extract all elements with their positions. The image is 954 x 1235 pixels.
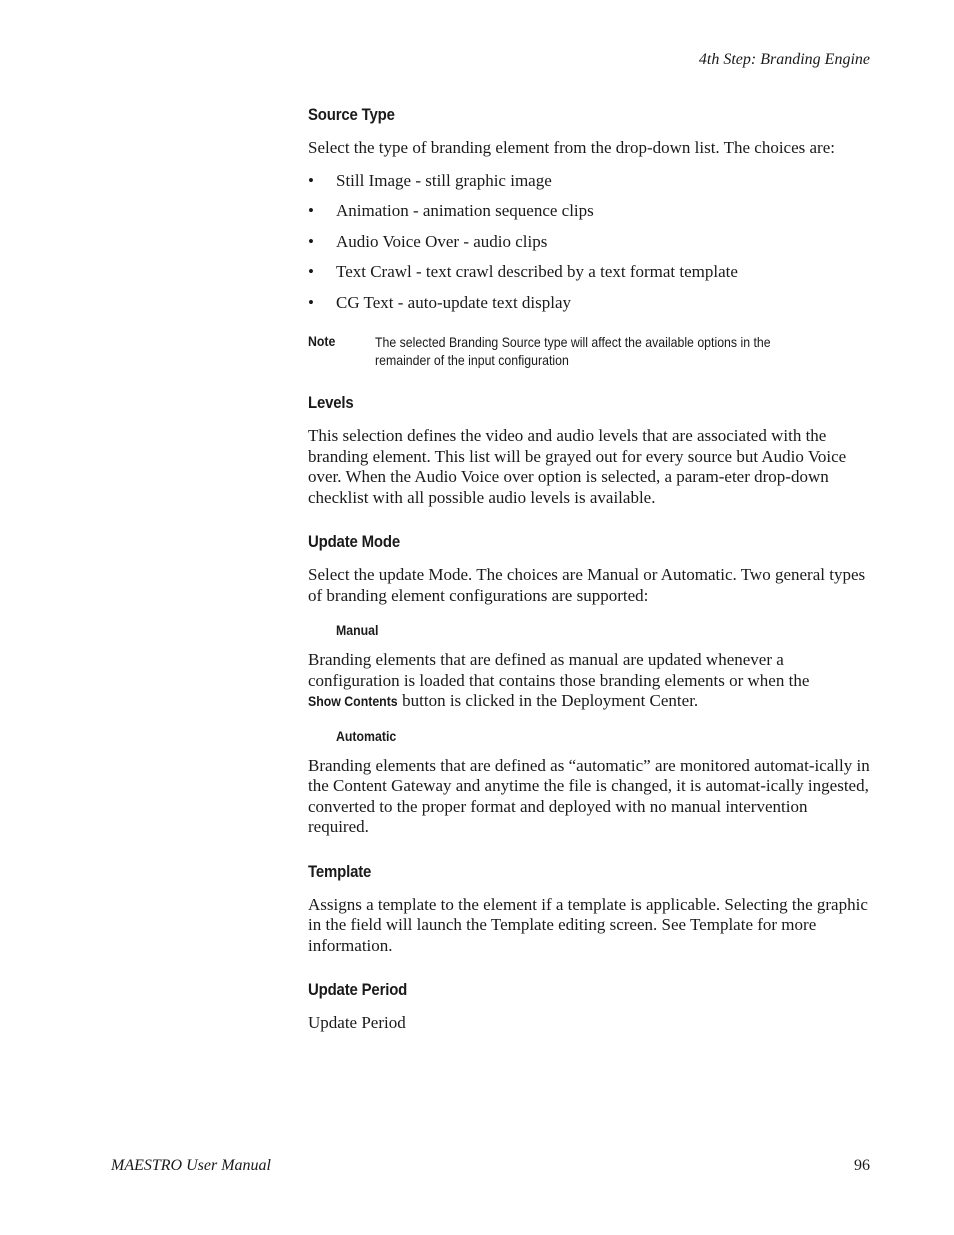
heading-manual: Manual	[336, 622, 379, 638]
bullet-icon: •	[308, 201, 314, 220]
bullet-icon: •	[308, 262, 314, 281]
heading-source-type: Source Type	[308, 105, 395, 124]
show-contents-reference: Show Contents	[308, 693, 398, 709]
page-content	[308, 105, 870, 1034]
list-item: • CG Text - auto-update text display	[308, 292, 572, 312]
update-period-body: Update Period	[308, 1013, 406, 1032]
note-block	[308, 333, 870, 369]
note-text: The selected Branding Source type will affect the available options in the remainder of the input configuration	[375, 334, 771, 368]
list-item: • Animation - animation sequence clips	[308, 201, 594, 220]
heading-update-mode: Update Mode	[308, 532, 400, 551]
template-body: Assigns a template to the element if a template is applicable. Selecting the graphic in the field will launch the Template editing screen. See Template for more information.	[308, 894, 868, 955]
heading-template: Template	[308, 861, 372, 881]
update-mode-body: Select the update Mode. The choices are Manual or Automatic. Two general types of branding element configurations are supported:	[308, 565, 866, 605]
heading-automatic: Automatic	[336, 727, 397, 744]
heading-update-period: Update Period	[308, 980, 408, 999]
page-number: 96	[854, 1157, 870, 1174]
list-item: • Still Image - still graphic image	[308, 170, 552, 190]
manual-body: Branding elements that are defined as manual are updated whenever a configuration is loaded that contains those branding elements or when the Show Contents button is clicked in the Deployment Center.	[308, 650, 810, 710]
source-type-intro: Select the type of branding element from the drop-down list. The choices are:	[308, 138, 835, 157]
footer-manual-title: MAESTRO User Manual	[111, 1157, 271, 1174]
running-header: 4th Step: Branding Engine	[698, 51, 870, 68]
automatic-body: Branding elements that are defined as “automatic” are monitored automat-ically in the Content Gateway and anytime the file is changed, it is automat-ically ingested, converted to the proper format and deployed with no manual intervention required.	[308, 755, 870, 836]
list-item: • Text Crawl - text crawl described by a text format template	[308, 262, 738, 281]
levels-body: This selection defines the video and audio levels that are associated with the branding element. This list will be grayed out for every source but Audio Voice over. When the Audio Voice over option is selected, a param-eter drop-down checklist with all possible audio levels is available.	[308, 426, 847, 507]
list-item: • Audio Voice Over - audio clips	[308, 231, 548, 251]
note-label: Note	[308, 333, 336, 349]
source-type-list	[308, 171, 870, 314]
heading-levels: Levels	[308, 393, 354, 412]
bullet-icon: •	[308, 231, 314, 251]
bullet-icon: •	[308, 170, 314, 190]
bullet-icon: •	[308, 292, 314, 312]
